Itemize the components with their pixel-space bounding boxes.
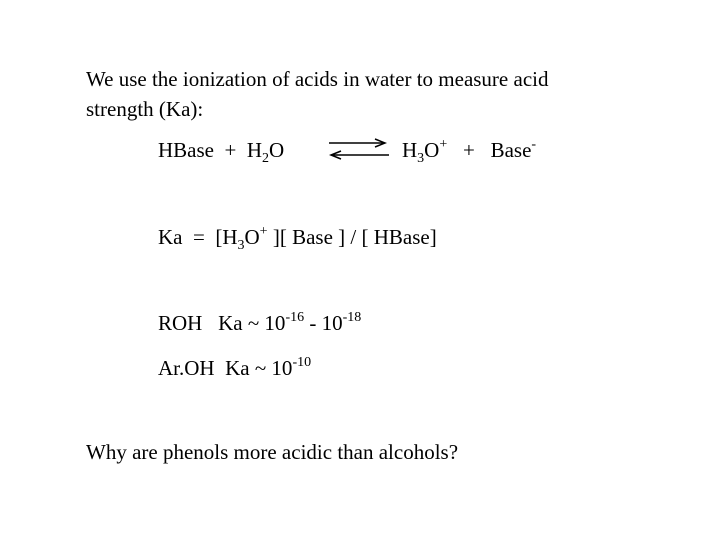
plus-sign-1: + xyxy=(224,138,237,162)
question-text: Why are phenols more acidic than alcohols? xyxy=(86,440,459,464)
equilibrium-arrows-icon xyxy=(325,138,393,162)
aroh-ka-line: Ar.OH Ka ~ $10^{-10}$ xyxy=(158,355,312,380)
ka-expression: $Ka = [H_3O^+$ ][ Base ] / [ HBase] xyxy=(158,224,437,253)
intro-line-1: We use the ionization of acids in water to measure acid xyxy=(86,67,549,91)
product-hydronium: $H_3O^+$ xyxy=(402,137,448,166)
roh-ka-line: ROH Ka ~ $10^{-16} - 10^{-18}$ xyxy=(158,310,362,335)
intro-text xyxy=(86,64,666,124)
plus-sign-2: + xyxy=(463,138,475,162)
reactant-water: $H_2O$ xyxy=(246,138,285,166)
product-base: Base- xyxy=(490,137,537,162)
equation-products xyxy=(402,137,537,166)
intro-line-2: strength (Ka): xyxy=(86,97,204,121)
reactant-hbase: HBase xyxy=(158,138,214,162)
equation-reactants xyxy=(158,138,285,166)
